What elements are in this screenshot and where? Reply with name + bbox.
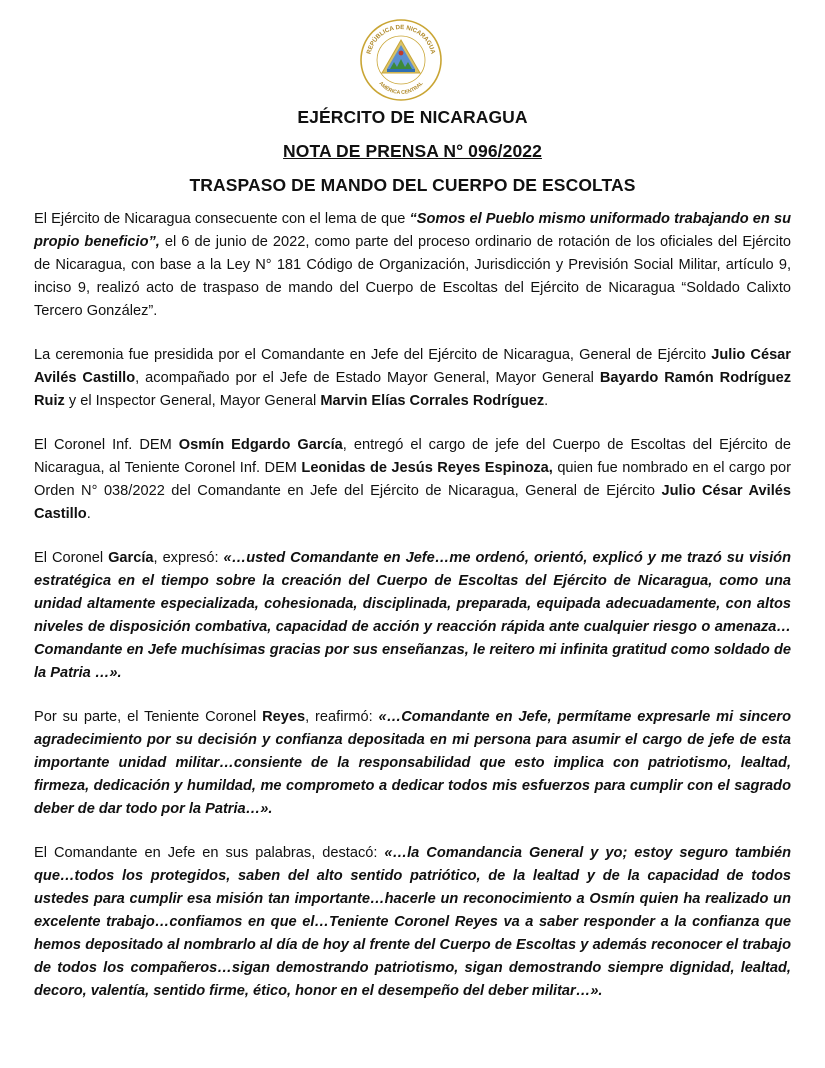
paragraph-intro: El Ejército de Nicaragua consecuente con el lema de que “Somos el Pueblo mismo uniformado trabajando en su propio beneficio”, el 6 de junio de 2022, como parte del proceso ordinario de rotación de los oficiales del Ejército de Nicaragua, con base a la Ley N° 181 Código de Organización, Jurisdicción y Previsión Social Militar, artículo 9, inciso 9, realizó acto de traspaso de mando del Cuerpo de Escoltas del Ejército de Nicaragua “Soldado Calixto Tercero González”.	[34, 211, 792, 319]
press-release-body	[34, 208, 791, 1024]
press-release-title: TRASPASO DE MANDO DEL CUERPO DE ESCOLTAS	[189, 175, 636, 195]
person-name: Osmín Edgardo García	[178, 437, 343, 453]
svg-text:AMÉRICA CENTRAL	[378, 80, 425, 96]
person-name: Marvin Elías Corrales Rodríguez	[320, 393, 545, 409]
organization-heading: EJÉRCITO DE NICARAGUA	[297, 107, 528, 127]
paragraph-garcia-quote: El Coronel García, expresó: «…usted Comandante en Jefe…me ordenó, orientó, explicó y me trazó su visión estratégica en el tiempo sobre la creación del Cuerpo de Escoltas del Ejército de Nicaragua, como una unidad altamente especializada, cohesionada, disciplinada, preparada, equipada adecuadamente, con altos niveles de disposición combativa, capacidad de acción y reacción rápida ante cualquier riesgo o amenaza…Comandante en Jefe muchísimas gracias por sus enseñanzas, le reitero mi infinita gratitud como soldado de la Patria …».	[34, 550, 792, 681]
person-name: Bayardo Ramón Rodríguez Ruiz	[34, 370, 792, 409]
person-name: Julio César Avilés Castillo	[34, 483, 791, 522]
paragraph-handover: El Coronel Inf. DEM Osmín Edgardo García, entregó el cargo de jefe del Cuerpo de Escoltas del Ejército de Nicaragua, al Teniente Coronel Inf. DEM Leonidas de Jesús Reyes Espinoza, quien fue nombrado en el cargo por Orden N° 038/2022 del Comandante en Jefe del Ejército de Nicaragua, General de Ejército Julio César Avilés Castillo.	[34, 437, 791, 522]
seal-top-text: REPÚBLICA DE NICARAGUA	[365, 23, 437, 55]
paragraph-commander-quote: El Comandante en Jefe en sus palabras, destacó: «…la Comandancia General y yo; estoy seguro también que…todos los protegidos, saben del alto sentido patriótico, de la lealtad y de la capacidad de todos ustedes para cumplir esa misión tan importante…hacerle un reconocimiento a Osmín quien ha realizado un excelente trabajo…confiamos en que el…Teniente Coronel Reyes va a saber responder a la confianza que hemos depositado al nombrarlo al día de hoy al frente del Cuerpo de Escoltas y además reconocer el trabajo de todos los compañeros…sigan demostrando patriotismo, sigan demostrando siempre dignidad, lealtad, decoro, valentía, sentido firme, ético, honor en el desempeño del deber militar…».	[34, 845, 791, 999]
person-name: Reyes	[262, 709, 306, 725]
person-name: García	[108, 550, 154, 566]
paragraph-reyes-quote: Por su parte, el Teniente Coronel Reyes, reafirmó: «…Comandante en Jefe, permítame expresarle mi sincero agradecimiento por su decisión y confianza depositada en mi persona para asumir el cargo de jefe de esta importante unidad militar…consiente de la responsabilidad que esto implica con patriotismo, lealtad, firmeza, dedicación y humildad, me comprometo a dedicar todos mis esfuerzos para cumplir con el sagrado deber de dar todo por la Patria…».	[34, 709, 791, 817]
person-name: Julio César Avilés Castillo	[34, 347, 791, 386]
quotation: «…Comandante en Jefe, permítame expresarle mi sincero agradecimiento por su decisión y confianza depositada en mi persona para asumir el cargo de jefe de esta importante unidad militar…consiente de la responsabilidad que esto implica con patriotismo, lealtad, firmeza, dedicación y humildad, me comprometo a dedicar todos mis esfuerzos para cumplir con el sagrado deber de dar todo por la Patria…».	[34, 709, 791, 817]
seal-bottom-text: AMÉRICA CENTRAL	[377, 80, 425, 97]
national-seal-logo	[359, 18, 443, 102]
press-release-number: NOTA DE PRENSA N° 096/2022	[283, 141, 542, 161]
quotation: «…usted Comandante en Jefe…me ordenó, orientó, explicó y me trazó su visión estratégica en el tiempo sobre la creación del Cuerpo de Escoltas del Ejército de Nicaragua, como una unidad altamente especializada, cohesionada, disciplinada, preparada, equipada adecuadamente, con altos niveles de disposición combativa, capacidad de acción y reacción rápida ante cualquier riesgo o amenaza…Comandante en Jefe muchísimas gracias por sus enseñanzas, le reitero mi infinita gratitud como soldado de la Patria …».	[34, 550, 792, 681]
person-name: Leonidas de Jesús Reyes Espinoza,	[301, 460, 553, 476]
motto-quote: “Somos el Pueblo mismo uniformado trabajando en su propio beneficio”,	[34, 211, 791, 250]
quotation: «…la Comandancia General y yo; estoy seguro también que…todos los protegidos, saben del alto sentido patriótico, de la lealtad y de la capacidad de todos ustedes para cumplir esa misión tan importante…hacerle un reconocimiento a Osmín quien ha realizado un excelente trabajo…confiamos en que el…Teniente Coronel Reyes va a saber responder a la confianza que hemos depositado al nombrarlo al día de hoy al frente del Cuerpo de Escoltas y además reconocer el trabajo de todos los compañeros…sigan demostrando patriotismo, sigan demostrando siempre dignidad, lealtad, decoro, valentía, sentido firme, ético, honor en el desempeño del deber militar…».	[34, 845, 791, 999]
paragraph-ceremony: La ceremonia fue presidida por el Comandante en Jefe del Ejército de Nicaragua, General de Ejército Julio César Avilés Castillo, acompañado por el Jefe de Estado Mayor General, Mayor General Bayardo Ramón Rodríguez Ruiz y el Inspector General, Mayor General Marvin Elías Corrales Rodríguez.	[34, 347, 792, 409]
